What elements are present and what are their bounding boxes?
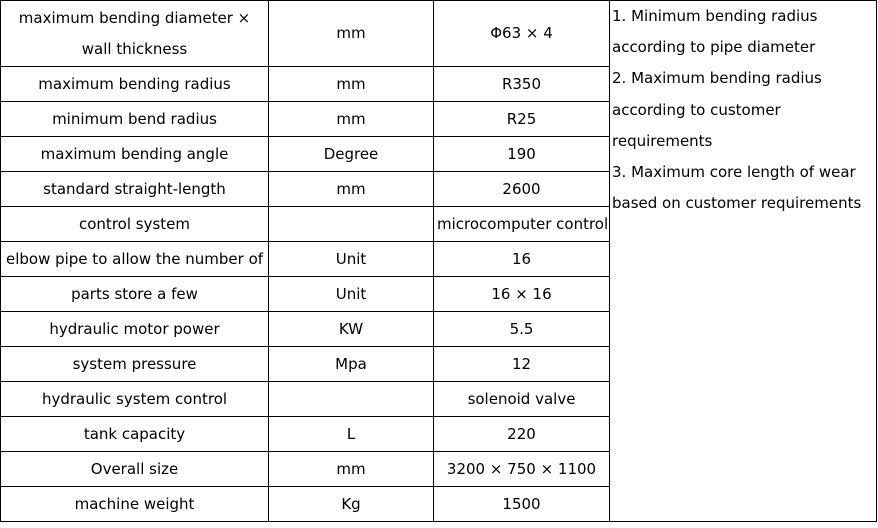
value-cell: R25	[434, 102, 610, 137]
parameter-cell: maximum bending diameter × wall thickness	[1, 1, 269, 67]
value-cell: Φ63 × 4	[434, 1, 610, 67]
value-cell: 1500	[434, 487, 610, 522]
parameter-cell: parts store a few	[1, 277, 269, 312]
parameter-cell: maximum bending angle	[1, 137, 269, 172]
parameter-cell: control system	[1, 207, 269, 242]
parameter-cell: hydraulic system control	[1, 382, 269, 417]
unit-cell: mm	[269, 452, 434, 487]
notes-cell	[610, 1, 877, 522]
unit-cell: Unit	[269, 277, 434, 312]
parameter-cell: tank capacity	[1, 417, 269, 452]
unit-cell: KW	[269, 312, 434, 347]
unit-cell: Degree	[269, 137, 434, 172]
value-cell: 12	[434, 347, 610, 382]
parameter-cell: standard straight-length	[1, 172, 269, 207]
unit-cell: mm	[269, 172, 434, 207]
table-row	[1, 1, 877, 67]
parameter-cell: machine weight	[1, 487, 269, 522]
note-item: 3. Maximum core length of wear based on customer requirements	[612, 163, 862, 213]
value-cell: R350	[434, 67, 610, 102]
value-cell: 16 × 16	[434, 277, 610, 312]
unit-cell: mm	[269, 1, 434, 67]
parameter-cell: Overall size	[1, 452, 269, 487]
parameter-cell: elbow pipe to allow the number of	[1, 242, 269, 277]
parameter-cell: minimum bend radius	[1, 102, 269, 137]
unit-cell: L	[269, 417, 434, 452]
note-item: 2. Maximum bending radius according to customer requirements	[612, 69, 822, 150]
unit-cell	[269, 207, 434, 242]
unit-cell: Kg	[269, 487, 434, 522]
parameter-cell: system pressure	[1, 347, 269, 382]
value-cell: 2600	[434, 172, 610, 207]
parameter-cell: hydraulic motor power	[1, 312, 269, 347]
parameter-cell: maximum bending radius	[1, 67, 269, 102]
unit-cell: mm	[269, 102, 434, 137]
value-cell: microcomputer control	[434, 207, 610, 242]
note-item: 1. Minimum bending radius according to pipe diameter	[612, 7, 818, 57]
value-cell: 5.5	[434, 312, 610, 347]
value-cell: 190	[434, 137, 610, 172]
value-cell: 16	[434, 242, 610, 277]
value-cell: solenoid valve	[434, 382, 610, 417]
unit-cell	[269, 382, 434, 417]
unit-cell: mm	[269, 67, 434, 102]
unit-cell: Mpa	[269, 347, 434, 382]
unit-cell: Unit	[269, 242, 434, 277]
value-cell: 220	[434, 417, 610, 452]
value-cell: 3200 × 750 × 1100	[434, 452, 610, 487]
